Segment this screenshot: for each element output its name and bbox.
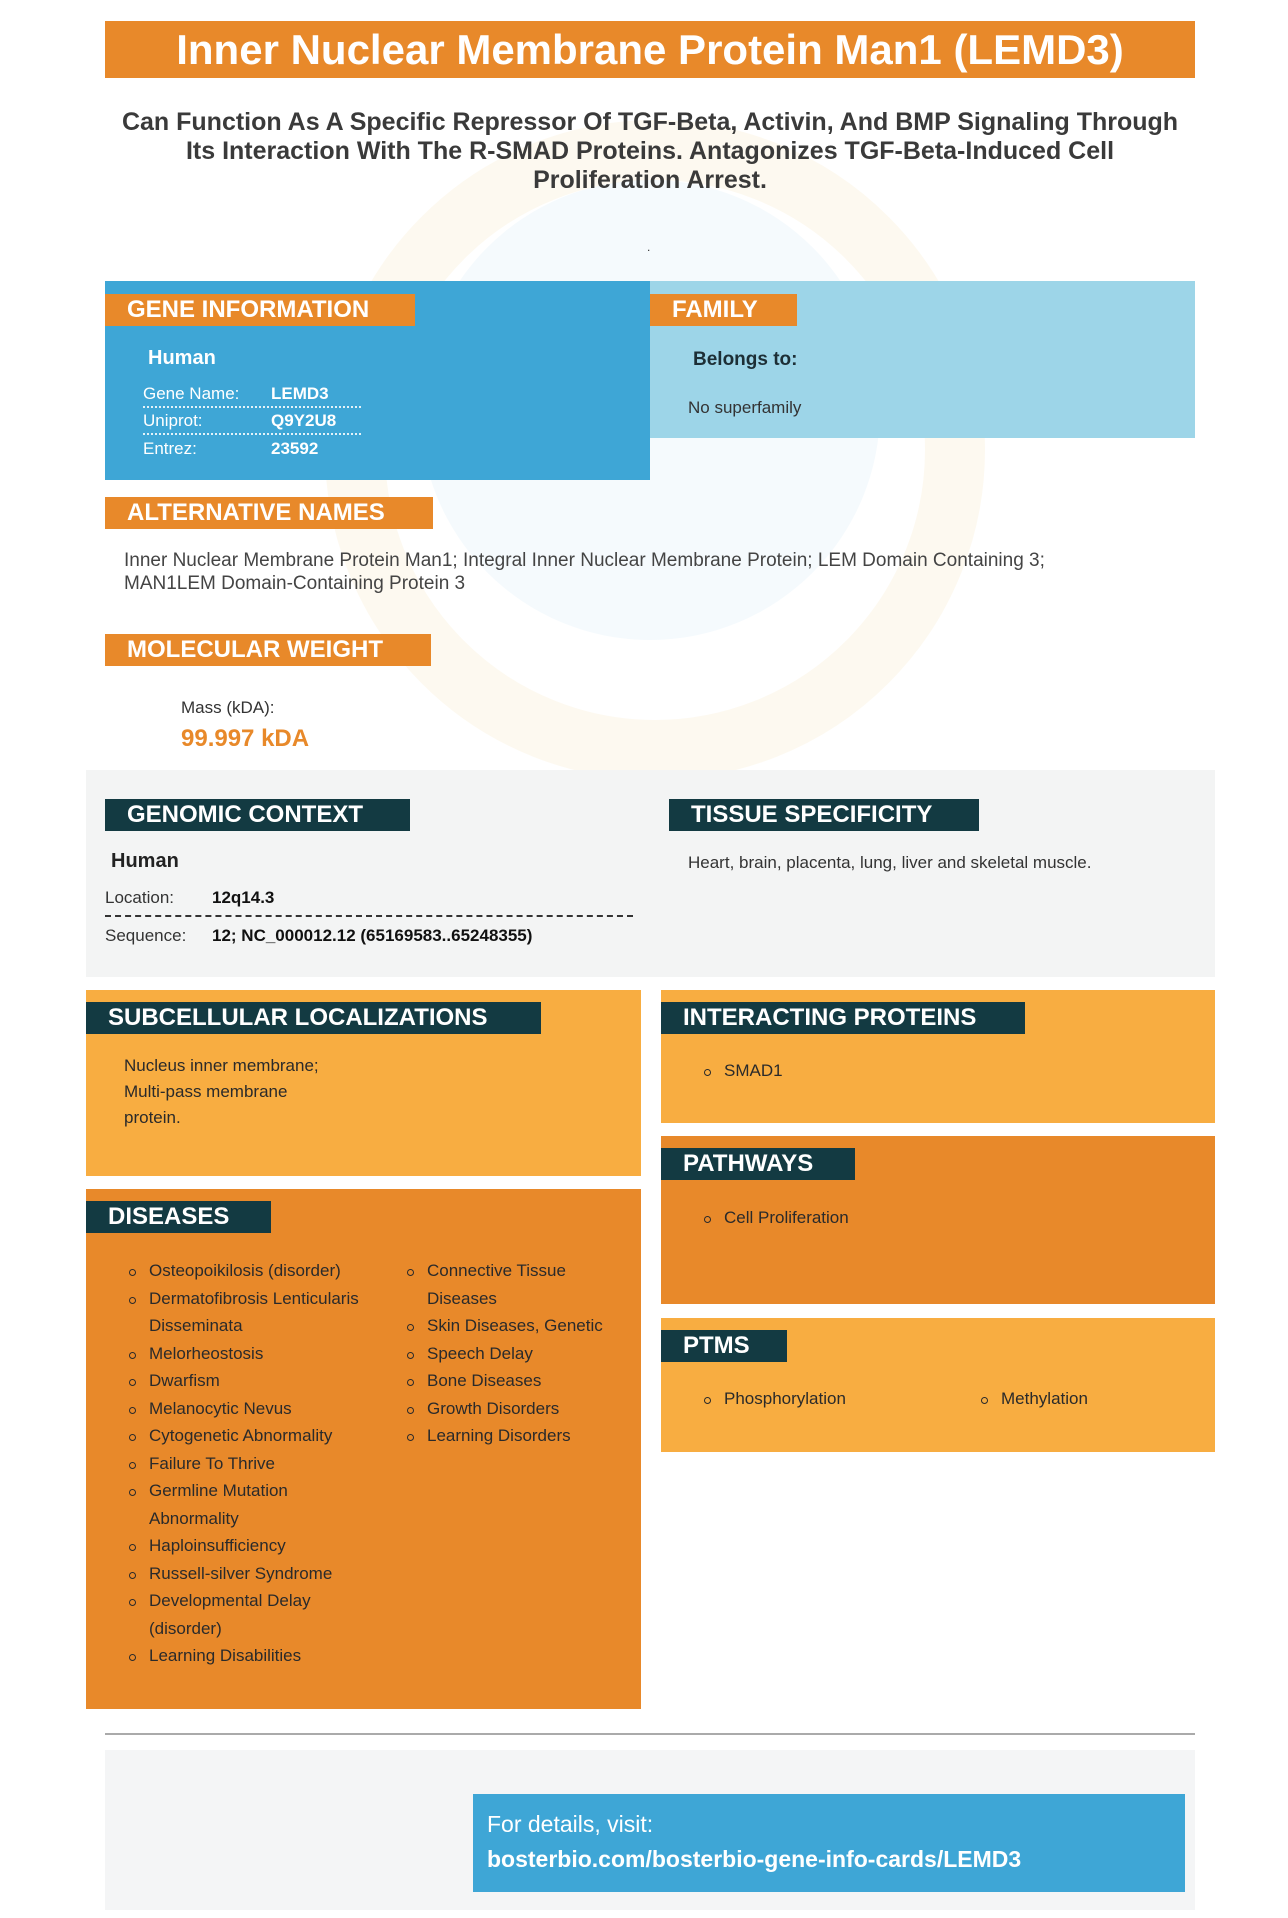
tissue-specificity-text: Heart, brain, placenta, lung, liver and skeletal muscle. <box>688 853 1092 872</box>
list-item: Dermatofibrosis Lenticularis Disseminata <box>129 1285 374 1340</box>
ptms-list-2 <box>981 1385 1088 1413</box>
gene-species: Human <box>148 347 216 369</box>
subcellular-line: protein. <box>124 1108 181 1127</box>
list-item: Cytogenetic Abnormality <box>129 1422 374 1450</box>
location-row <box>105 879 633 917</box>
uniprot-value[interactable]: Q9Y2U8 <box>271 410 337 430</box>
genomic-species: Human <box>111 850 179 872</box>
uniprot-label: Uniprot: <box>143 410 203 430</box>
diseases-panel <box>86 1189 641 1709</box>
ptms-heading: PTMS <box>661 1330 787 1362</box>
subcellular-panel <box>86 990 641 1176</box>
pathways-panel <box>661 1136 1215 1304</box>
entrez-value[interactable]: 23592 <box>271 438 319 458</box>
list-item: Osteopoikilosis (disorder) <box>129 1257 374 1285</box>
tissue-specificity-heading: TISSUE SPECIFICITY <box>669 799 979 831</box>
footer-divider <box>105 1733 1195 1735</box>
separator-dot: . <box>647 240 651 254</box>
ptms-panel <box>661 1318 1215 1452</box>
subcellular-line: Nucleus inner membrane; <box>124 1056 319 1075</box>
gene-row-name <box>143 381 361 408</box>
details-label: For details, visit: <box>487 1811 654 1837</box>
list-item: Russell-silver Syndrome <box>129 1560 374 1588</box>
subcellular-heading: SUBCELLULAR LOCALIZATIONS <box>86 1002 541 1034</box>
list-item: Skin Diseases, Genetic <box>407 1312 622 1340</box>
list-item: Germline Mutation Abnormality <box>129 1477 374 1532</box>
subcellular-text <box>124 1053 319 1131</box>
diseases-heading: DISEASES <box>86 1201 271 1233</box>
list-item: Connective Tissue Diseases <box>407 1257 622 1312</box>
gene-row-uniprot <box>143 408 361 435</box>
location-value: 12q14.3 <box>212 888 275 907</box>
list-item: Bone Diseases <box>407 1367 622 1395</box>
interacting-proteins-panel <box>661 990 1215 1123</box>
genomic-context-heading: GENOMIC CONTEXT <box>105 799 410 831</box>
alternative-names-heading: ALTERNATIVE NAMES <box>105 497 433 529</box>
interacting-proteins-list <box>704 1057 783 1085</box>
location-label: Location: <box>105 888 174 907</box>
subcellular-line: Multi-pass membrane <box>124 1082 288 1101</box>
gene-information-heading: GENE INFORMATION <box>105 294 415 326</box>
mass-label: Mass (kDA): <box>181 698 275 717</box>
family-panel <box>650 281 1195 438</box>
pathways-list <box>704 1204 849 1232</box>
gene-name-label: Gene Name: <box>143 383 240 403</box>
list-item: Failure To Thrive <box>129 1450 374 1478</box>
gene-row-entrez <box>143 435 361 462</box>
mass-value: 99.997 kDA <box>181 725 310 752</box>
list-item: Developmental Delay (disorder) <box>129 1587 374 1642</box>
sequence-value: 12; NC_000012.12 (65169583..65248355) <box>212 926 533 945</box>
pathways-heading: PATHWAYS <box>661 1148 855 1180</box>
diseases-list-col1 <box>129 1257 374 1670</box>
details-link[interactable]: bosterbio.com/bosterbio-gene-info-cards/LEMD3 <box>487 1846 1022 1872</box>
list-item: SMAD1 <box>704 1057 783 1085</box>
diseases-list-col2 <box>407 1257 622 1450</box>
gene-name-value: LEMD3 <box>271 383 329 403</box>
list-item: Cell Proliferation <box>704 1204 849 1232</box>
sequence-label: Sequence: <box>105 926 187 945</box>
sequence-row <box>105 924 665 954</box>
list-item: Melanocytic Nevus <box>129 1395 374 1423</box>
details-box <box>473 1794 1185 1892</box>
gene-info-table <box>143 381 361 462</box>
molecular-weight-heading: MOLECULAR WEIGHT <box>105 634 431 666</box>
gene-information-panel <box>105 281 650 480</box>
list-item: Learning Disorders <box>407 1422 622 1450</box>
entrez-label: Entrez: <box>143 438 197 458</box>
list-item: Learning Disabilities <box>129 1642 374 1670</box>
interacting-proteins-heading: INTERACTING PROTEINS <box>661 1002 1025 1034</box>
page-title: Inner Nuclear Membrane Protein Man1 (LEMD3) <box>105 21 1195 78</box>
list-item: Speech Delay <box>407 1340 622 1368</box>
list-item: Growth Disorders <box>407 1395 622 1423</box>
list-item: Phosphorylation <box>704 1385 846 1413</box>
alternative-names-text: Inner Nuclear Membrane Protein Man1; Integral Inner Nuclear Membrane Protein; LEM Domain Containing 3; MAN1LEM Domain-Containing Protein 3 <box>124 550 1045 594</box>
list-item: Methylation <box>981 1385 1088 1413</box>
family-value: No superfamily <box>688 398 802 417</box>
list-item: Haploinsufficiency <box>129 1532 374 1560</box>
family-heading: FAMILY <box>650 294 797 326</box>
list-item: Dwarfism <box>129 1367 374 1395</box>
page-subtitle: Can Function As A Specific Repressor Of TGF-Beta, Activin, And BMP Signaling Through Its Interaction With The R-SMAD Proteins. Antagonizes TGF-Beta-Induced Cell Proliferation Arrest. <box>121 108 1179 194</box>
belongs-to-label: Belongs to: <box>693 349 798 370</box>
list-item: Melorheostosis <box>129 1340 374 1368</box>
ptms-list-1 <box>704 1385 846 1413</box>
